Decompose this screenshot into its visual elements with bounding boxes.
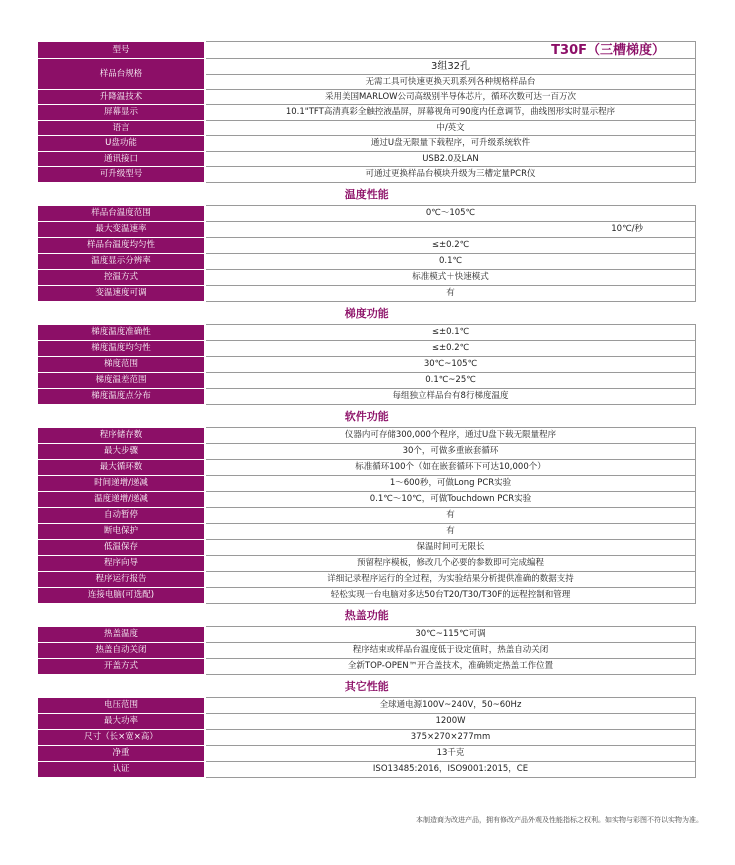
spec-label: 低温保存 bbox=[38, 540, 205, 556]
spec-label: 自动暂停 bbox=[38, 508, 205, 524]
spec-value: 0.1℃～10℃，可做Touchdown PCR实验 bbox=[205, 492, 696, 508]
spec-row bbox=[38, 762, 696, 778]
spec-value: 可通过更换样品台模块升级为三槽定量PCR仪 bbox=[205, 167, 696, 183]
spec-value: 3组32孔 bbox=[205, 59, 696, 75]
spec-row bbox=[38, 270, 696, 286]
spec-label: 屏幕显示 bbox=[38, 105, 205, 121]
spec-label: 样品台规格 bbox=[38, 59, 205, 90]
spec-value: 1～600秒，可做Long PCR实验 bbox=[205, 476, 696, 492]
spec-label: 可升级型号 bbox=[38, 167, 205, 183]
spec-value: 30℃~105℃ bbox=[205, 357, 696, 373]
section-header-row bbox=[38, 302, 696, 325]
spec-label: 最大功率 bbox=[38, 714, 205, 730]
spec-label: 断电保护 bbox=[38, 524, 205, 540]
spec-value: 30℃~115℃可调 bbox=[205, 627, 696, 643]
spec-value: 采用美国MARLOW公司高级别半导体芯片，循环次数可达一百万次 bbox=[205, 90, 696, 105]
section-title: 梯度功能 bbox=[38, 302, 696, 325]
spec-label: 最大变温速率 bbox=[38, 222, 205, 238]
spec-row bbox=[38, 698, 696, 714]
spec-row bbox=[38, 341, 696, 357]
spec-label: 通讯接口 bbox=[38, 152, 205, 167]
spec-label: 变温速度可调 bbox=[38, 286, 205, 302]
spec-value: ISO13485:2016，ISO9001:2015，CE bbox=[205, 762, 696, 778]
spec-value: ≤±0.1℃ bbox=[205, 325, 696, 341]
spec-label: 样品台温度范围 bbox=[38, 206, 205, 222]
spec-label: 样品台温度均匀性 bbox=[38, 238, 205, 254]
spec-value: 预留程序模板，修改几个必要的参数即可完成编程 bbox=[205, 556, 696, 572]
spec-value: 每组独立样品台有8行梯度温度 bbox=[205, 389, 696, 405]
spec-label: 净重 bbox=[38, 746, 205, 762]
spec-label: 梯度范围 bbox=[38, 357, 205, 373]
spec-value: 无需工具可快速更换天玑系列各种规格样品台 bbox=[205, 75, 696, 90]
spec-row bbox=[38, 167, 696, 183]
spec-row bbox=[38, 206, 696, 222]
spec-row bbox=[38, 508, 696, 524]
spec-label: U盘功能 bbox=[38, 136, 205, 152]
spec-row bbox=[38, 121, 696, 136]
spec-value: 0.1℃~25℃ bbox=[205, 373, 696, 389]
section-title: 温度性能 bbox=[38, 183, 696, 206]
spec-row bbox=[38, 746, 696, 762]
spec-label: 时间递增/递减 bbox=[38, 476, 205, 492]
spec-value: 保温时间可无限长 bbox=[205, 540, 696, 556]
spec-row bbox=[38, 59, 696, 75]
spec-row bbox=[38, 476, 696, 492]
spec-label: 型号 bbox=[38, 42, 205, 59]
spec-label: 程序向导 bbox=[38, 556, 205, 572]
spec-row bbox=[38, 556, 696, 572]
spec-label: 热盖温度 bbox=[38, 627, 205, 643]
spec-label: 程序储存数 bbox=[38, 428, 205, 444]
spec-row bbox=[38, 357, 696, 373]
spec-row bbox=[38, 254, 696, 270]
model-name: T30F（三槽梯度） bbox=[205, 42, 696, 59]
spec-value: USB2.0及LAN bbox=[205, 152, 696, 167]
spec-label: 认证 bbox=[38, 762, 205, 778]
spec-value: 1200W bbox=[205, 714, 696, 730]
spec-label: 电压范围 bbox=[38, 698, 205, 714]
spec-value: 有 bbox=[205, 508, 696, 524]
spec-value: 10℃/秒 bbox=[205, 222, 696, 238]
spec-label: 控温方式 bbox=[38, 270, 205, 286]
spec-value: 通过U盘无限量下载程序，可升级系统软件 bbox=[205, 136, 696, 152]
section-title: 热盖功能 bbox=[38, 604, 696, 627]
spec-value: 0℃～105℃ bbox=[205, 206, 696, 222]
spec-value: 全新TOP-OPEN™开合盖技术，准确锁定热盖工作位置 bbox=[205, 659, 696, 675]
section-title: 软件功能 bbox=[38, 405, 696, 428]
section-header-row bbox=[38, 405, 696, 428]
spec-value: 375×270×277mm bbox=[205, 730, 696, 746]
spec-row bbox=[38, 659, 696, 675]
spec-value: 详细记录程序运行的全过程，为实验结果分析提供准确的数据支持 bbox=[205, 572, 696, 588]
spec-label: 程序运行报告 bbox=[38, 572, 205, 588]
spec-value: 仪器内可存储300,000个程序，通过U盘下载无限量程序 bbox=[205, 428, 696, 444]
spec-value: 中/英文 bbox=[205, 121, 696, 136]
spec-row bbox=[38, 643, 696, 659]
spec-row bbox=[38, 588, 696, 604]
spec-row bbox=[38, 286, 696, 302]
spec-label: 梯度温度准确性 bbox=[38, 325, 205, 341]
spec-value: 标准模式＋快速模式 bbox=[205, 270, 696, 286]
section-header-row bbox=[38, 183, 696, 206]
spec-label: 梯度温度均匀性 bbox=[38, 341, 205, 357]
spec-row bbox=[38, 714, 696, 730]
spec-row bbox=[38, 572, 696, 588]
spec-row bbox=[38, 136, 696, 152]
spec-row bbox=[38, 428, 696, 444]
spec-row bbox=[38, 222, 696, 238]
spec-value: ≤±0.2℃ bbox=[205, 341, 696, 357]
spec-row bbox=[38, 492, 696, 508]
spec-label: 梯度温度点分布 bbox=[38, 389, 205, 405]
spec-row bbox=[38, 460, 696, 476]
spec-row bbox=[38, 373, 696, 389]
spec-value: 有 bbox=[205, 286, 696, 302]
spec-value: 10.1"TFT高清真彩全触控液晶屏，屏幕视角可90度内任意调节，曲线图形实时显示程序 bbox=[205, 105, 696, 121]
section-header-row bbox=[38, 675, 696, 698]
spec-label: 开盖方式 bbox=[38, 659, 205, 675]
spec-label: 连接电脑(可选配) bbox=[38, 588, 205, 604]
spec-row bbox=[38, 90, 696, 105]
spec-row bbox=[38, 105, 696, 121]
spec-row bbox=[38, 730, 696, 746]
spec-label: 最大循环数 bbox=[38, 460, 205, 476]
spec-row bbox=[38, 152, 696, 167]
spec-row bbox=[38, 238, 696, 254]
spec-row bbox=[38, 444, 696, 460]
spec-value: 13千克 bbox=[205, 746, 696, 762]
spec-value: 轻松实现一台电脑对多达50台T20/T30/T30F的远程控制和管理 bbox=[205, 588, 696, 604]
footnote: 本制造商为改进产品，拥有修改产品外观及性能指标之权利。如实物与彩图不符以实物为准。 bbox=[416, 816, 703, 824]
spec-label: 尺寸（长×宽×高） bbox=[38, 730, 205, 746]
spec-label: 热盖自动关闭 bbox=[38, 643, 205, 659]
spec-label: 升降温技术 bbox=[38, 90, 205, 105]
section-header-row bbox=[38, 604, 696, 627]
spec-row bbox=[38, 524, 696, 540]
spec-row bbox=[38, 540, 696, 556]
section-title: 其它性能 bbox=[38, 675, 696, 698]
spec-value: 有 bbox=[205, 524, 696, 540]
spec-label: 最大步骤 bbox=[38, 444, 205, 460]
spec-value: 程序结束或样品台温度低于设定值时，热盖自动关闭 bbox=[205, 643, 696, 659]
spec-row bbox=[38, 389, 696, 405]
spec-value: 30个，可做多重嵌套循环 bbox=[205, 444, 696, 460]
spec-label: 温度递增/递减 bbox=[38, 492, 205, 508]
spec-row bbox=[38, 42, 696, 59]
spec-row bbox=[38, 325, 696, 341]
spec-label: 梯度温差范围 bbox=[38, 373, 205, 389]
spec-label: 语言 bbox=[38, 121, 205, 136]
spec-value: ≤±0.2℃ bbox=[205, 238, 696, 254]
spec-label: 温度显示分辨率 bbox=[38, 254, 205, 270]
spec-value: 标准循环100个（如在嵌套循环下可达10,000个） bbox=[205, 460, 696, 476]
spec-value: 0.1℃ bbox=[205, 254, 696, 270]
spec-value: 全球通电源100V~240V，50~60Hz bbox=[205, 698, 696, 714]
spec-row bbox=[38, 627, 696, 643]
spec-table bbox=[38, 41, 696, 778]
